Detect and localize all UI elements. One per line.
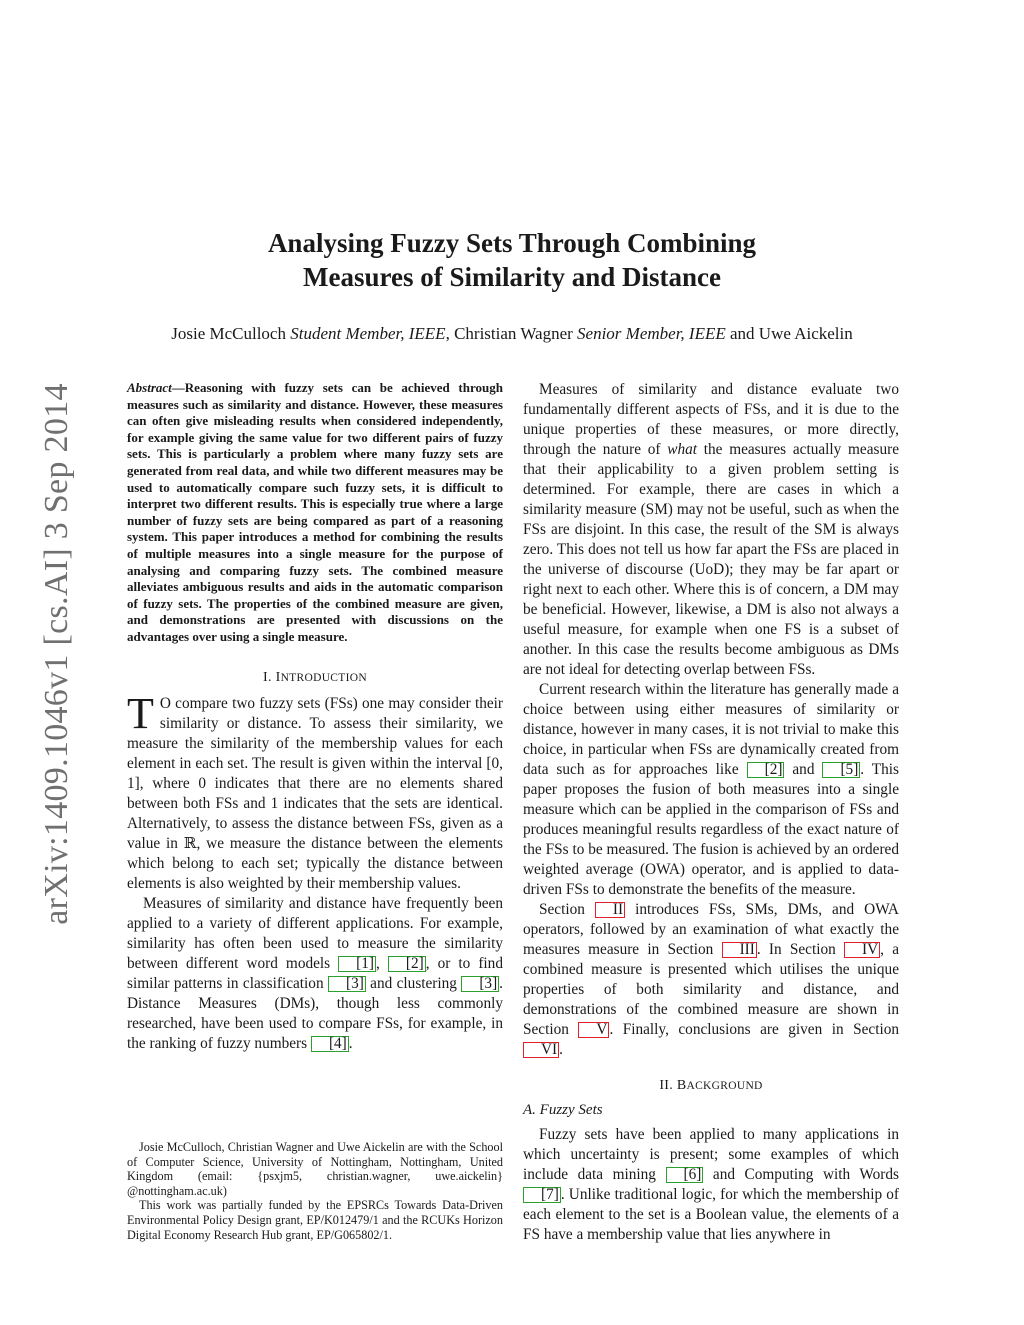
section-link[interactable]: V <box>578 1022 609 1038</box>
author-2-role: Senior Member, IEEE <box>577 324 726 343</box>
arxiv-sidebar <box>38 378 76 930</box>
abstract-label: Abstract <box>127 380 172 395</box>
author-2: , Christian Wagner <box>445 324 578 343</box>
abstract <box>127 380 503 646</box>
section-link[interactable]: III <box>722 942 757 958</box>
drop-cap: T <box>127 688 154 738</box>
title-line-2: Measures of Similarity and Distance <box>303 262 721 292</box>
left-column <box>127 380 503 1054</box>
citation-link[interactable]: [6] <box>666 1167 704 1183</box>
right-column <box>523 380 899 1245</box>
right-paragraph-4: Fuzzy sets have been applied to many applications in which uncertainty is present; some examples of which include data mining [6] and Computing with Words [7] . Unlike traditional logic, for which the membership of each element to the set is a Boolean value, the elements of a FS have a membership value that lies anywhere in <box>523 1126 899 1243</box>
right-paragraph-2: Current research within the literature has generally made a choice between using either measures of similarity or distance, however in many cases, it is not trivial to make this choice, in particular when FSs are dynamically created from data such as for approaches like [2] and [5] . This paper proposes the fusion of both measures into a single measure which can be applied in the comparison of FSs and produces meaningful results regardless of the exact nature of the FSs to be measured. The fusion is achieved by an ordered weighted average (OWA) operator, and is applied to data-driven FSs to demonstrate the benefits of the measure. <box>523 681 899 898</box>
intro-paragraph-1: T O compare two fuzzy sets (FSs) one may consider their similarity or distance. To assess their similarity, we measure the similarity of the membership values for each element in each set. The result is given within the interval [0, 1], where 0 indicates that there are no elements shared between both FSs and 1 indicates that the sets are identical. Alternatively, to assess the distance between FSs, given as a value in ℝ, we measure the distance between the elements which belong to each set; typically the distance between elements is also weighted by their membership values. <box>127 688 503 892</box>
citation-link[interactable]: [1] <box>338 956 376 972</box>
section-link[interactable]: VI <box>523 1042 559 1058</box>
citation-link[interactable]: [4] <box>311 1036 349 1052</box>
citation-link[interactable]: [5] <box>822 762 860 778</box>
footnote-funding: This work was partially funded by the EPSRCs Towards Data-Driven Environmental Policy Design grant, EP/K012479/1 and the RCUKs Horizon Digital Economy Research Hub grant, EP/G065802/1. <box>127 1198 503 1242</box>
section-heading-background: II. BACKGROUND <box>659 1078 763 1093</box>
intro-paragraph-2: Measures of similarity and distance have frequently been applied to a variety of different applications. For example, similarity has often been used to measure the similarity between different word models [1] , [2] , or to find similar patterns in classification [3] and clustering [3] . Distance Measures (DMs), though less commonly researched, have been used to compare FSs, for example, in the ranking of fuzzy numbers [4] . <box>127 894 503 1052</box>
footnotes <box>127 1140 503 1242</box>
author-1-role: Student Member, IEEE <box>290 324 446 343</box>
citation-link[interactable]: [2] <box>747 762 785 778</box>
footnote-affiliation: Josie McCulloch, Christian Wagner and Uwe Aickelin are with the School of Computer Science, University of Nottingham, Nottingham, United Kingdom (email: {psxjm5, christian.wagner, uwe.aickelin} @nottingham.ac.uk) <box>127 1140 503 1198</box>
paper-title <box>0 226 1024 294</box>
author-1: Josie McCulloch <box>171 324 291 343</box>
section-heading-introduction: I. INTRODUCTION <box>263 669 367 685</box>
author-line <box>0 322 1024 346</box>
citation-link[interactable]: [7] <box>523 1187 561 1203</box>
right-paragraph-1: Measures of similarity and distance evaluate two fundamentally different aspects of FSs, and it is due to the unique properties of these measures, or more directly, through the nature of what the measures actually measure that their applicability to a given problem setting is determined. For example, there are cases in which a similarity measure (SM) may not be useful, such as when the FSs are disjoint. In this case, the result of the SM is always zero. This does not tell us how far apart the FSs are placed in the universe of discourse (UoD); they may be far apart or right next to each other. Where this is of concern, a DM may be beneficial. However, likewise, a DM is also not always a useful measure, for example when one FS is a subset of another. In this case the results become ambiguous as DMs are not ideal for detecting overlap between FSs. <box>523 381 899 678</box>
arxiv-identifier: arXiv:1409.1046v1 [cs.AI] 3 Sep 2014 <box>38 383 75 925</box>
title-line-1: Analysing Fuzzy Sets Through Combining <box>267 228 757 258</box>
citation-link[interactable]: [3] <box>328 976 366 992</box>
citation-link[interactable]: [3] <box>461 976 499 992</box>
abstract-text: —Reasoning with fuzzy sets can be achieved through measures such as similarity and distance. However, these measures can often give misleading results when considered independently, for example giving the same value for two different pairs of fuzzy sets. This is particularly a problem where many fuzzy sets are generated from real data, and while two different measures may be used to automatically compare such fuzzy sets, it is difficult to interpret two different results. This is especially true where a large number of fuzzy sets are being compared as part of a reasoning system. This paper introduces a method for combining the results of multiple measures into a single measure for the purpose of analysing and comparing fuzzy sets. The combined measure alleviates ambiguous results and aids in the automatic comparison of fuzzy sets. The properties of the combined measure are given, and demonstrations are presented with discussions on the advantages over using a single measure. <box>127 380 503 644</box>
right-paragraph-3: Section II introduces FSs, SMs, DMs, and OWA operators, followed by an examination of what exactly the measures measure in Section III . In Section IV , a combined measure is presented which utilises the unique properties of both similarity and distance, and demonstrations of the combined measure are shown in Section V . Finally, conclusions are given in Section VI . <box>523 901 899 1058</box>
citation-link[interactable]: [2] <box>388 956 426 972</box>
section-link[interactable]: IV <box>844 942 880 958</box>
author-3: and Uwe Aickelin <box>725 324 853 343</box>
subsection-heading-fuzzy-sets: A. Fuzzy Sets <box>523 1102 603 1118</box>
section-link[interactable]: II <box>595 902 625 918</box>
